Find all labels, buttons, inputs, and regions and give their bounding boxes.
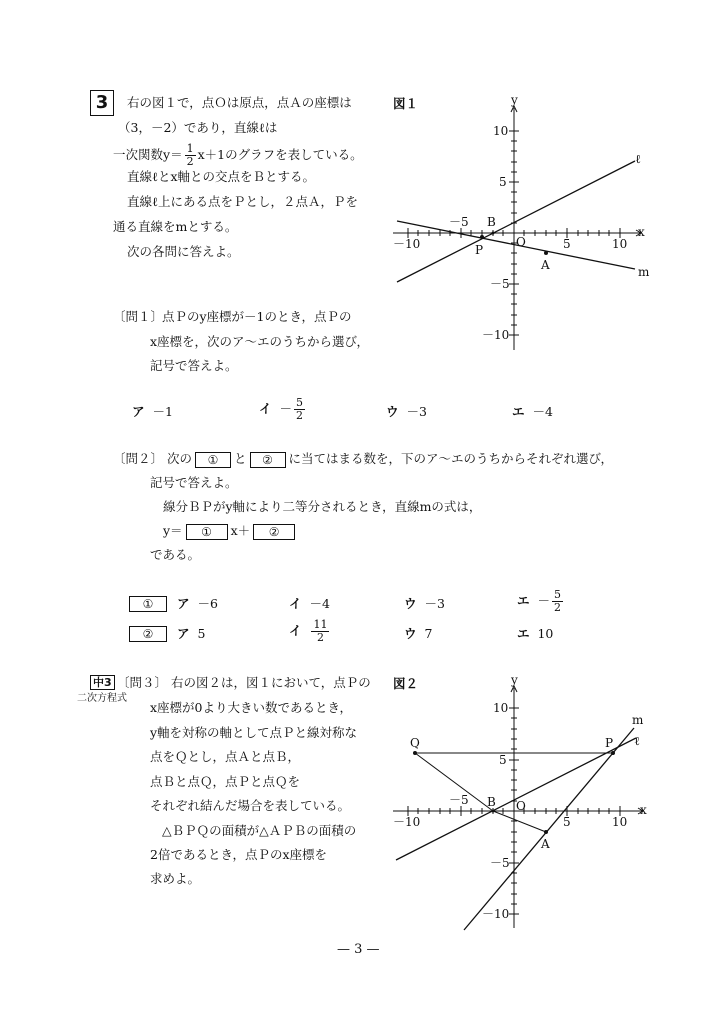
figure-2-graph [390,675,660,935]
intro-line-5: 直線ℓ上にある点をＰとし，２点Ａ，Ｐを [127,194,358,209]
fig2-tick-x5: 5 [563,815,571,829]
fig1-label-o: O [516,235,526,249]
fraction-one-half: $\frac{1}{2}$ [186,142,194,168]
fig2-label-b: B [487,795,496,809]
fig2-point-b [492,810,495,813]
q1-line-3: 記号で答えよ。 [150,358,238,373]
fig2-segment-ab [493,811,546,832]
q2-row1-tag: ① [129,596,167,612]
fig2-label-o: O [516,799,526,813]
q1-choice-c: ウ －3 [386,404,427,419]
fig1-title: 図１ [393,96,419,111]
fig1-label-x: x [638,225,645,239]
fig1-label-b: B [487,215,496,229]
q2-row2-c: ウ 7 [404,626,433,641]
fig1-tick-y5: 5 [499,175,507,189]
fig2-tick-y10: 10 [493,701,509,715]
q3-line-3: y軸を対称の軸として点Ｐと線対称な [150,725,358,740]
fig2-label-y: y [511,675,518,687]
q2-row1-b: イ －4 [289,596,330,611]
q1-line-1: 点Ｐのy座標が－1のとき，点Ｐの [162,309,352,324]
fig1-tick-xn10: －10 [393,237,421,251]
q3-line-8: 2倍であるとき，点Ｐのx座標を [150,847,328,862]
fig1-tick-x5: 5 [563,237,571,251]
q2-row2 [126,625,170,642]
fig2-tick-x10: 10 [612,815,628,829]
q2-line-2: 記号で答えよ。 [150,475,238,490]
fig2-point-p [611,751,615,755]
intro-line-7: 次の各問に答えよ。 [127,244,240,259]
q1-choice-b: イ － $\frac{5}{2}$ [259,396,303,422]
figure-1-graph [390,95,660,355]
fig2-label-a: A [541,837,550,851]
fig2-tick-xn10: －10 [393,815,421,829]
fig1-point-p [480,235,484,239]
fig1-tick-yn10: －10 [482,328,510,342]
fig1-label-a: A [541,258,550,272]
fig2-title: 図２ [393,676,419,691]
intro-line-1: 右の図１で，点Ｏは原点，点Ａの座標は [127,95,352,110]
intro-line-3: 一次関数y＝ $\frac{1}{2}$ x＋1のグラフを表している。 [113,142,363,168]
fig1-tick-x10: 10 [612,237,628,251]
fig1-label-p: P [475,243,484,257]
q2-row1 [126,595,170,612]
fig2-tick-yn5: －5 [490,856,510,870]
fig1-tick-y10: 10 [493,124,509,138]
q2-row2-tag: ② [129,626,167,642]
fig1-label-m: m [638,265,650,279]
q2-row2-d: エ 10 [517,626,554,641]
q3-line-1: 〔問３〕 右の図２は，図１において，点Ｐの [117,675,371,690]
intro-line-2: （3，－2）であり，直線ℓは [118,120,278,135]
fig1-label-l: ℓ [635,152,641,166]
q2-eq-blank-1: ① [186,524,228,540]
fig1-point-a [544,251,548,255]
page-number: — 3 — [337,942,380,957]
q3-line-9: 求めよ。 [150,871,201,886]
fig2-point-a [544,830,548,834]
fig2-label-l: ℓ [634,734,640,748]
fig2-label-x: x [640,803,647,817]
fig2-tick-yn10: －10 [482,907,510,921]
q1-label: 〔問１〕 [113,309,164,324]
problem-number: 3 [95,92,109,113]
q2-row1-d: エ － $\frac{5}{2}$ [517,588,561,614]
fig2-tick-xn5: －5 [449,793,469,807]
q3-side-label: 二次方程式 [77,693,127,704]
intro-line-4: 直線ℓとx軸との交点をＢとする。 [127,169,316,184]
fig2-label-m: m [632,713,644,727]
q2-row2-a: ア 5 [177,626,206,641]
fig2-label-p: P [605,736,614,750]
q2-blank-2: ② [250,452,286,468]
q3-line-5: 点Ｂと点Ｑ，点Ｐと点Ｑを [150,774,301,789]
q2-row1-c: ウ －3 [404,596,445,611]
fig2-tick-y5: 5 [499,753,507,767]
q2-row1-a: ア －6 [177,596,218,611]
q2-line-5: である。 [150,547,201,562]
q3-line-6: それぞれ結んだ場合を表している。 [150,798,351,813]
fig2-label-q: Q [410,736,420,750]
fig1-tick-xn5: －5 [449,215,469,229]
problem-number-box [90,90,114,116]
fig1-point-b [492,232,495,235]
fig1-tick-yn5: －5 [490,277,510,291]
q3-line-2: x座標が0より大きい数であるとき， [150,700,353,715]
q2-line-3: 線分ＢＰがy軸により二等分されるとき，直線mの式は， [163,499,482,514]
q2-row2-b: イ $\frac{11}{2}$ [289,618,328,644]
fig2-line-m [464,728,634,930]
q1-line-2: x座標を，次のア～エのうちから選び， [150,334,370,349]
q3-line-4: 点をＱとし，点Ａと点Ｂ， [150,749,301,764]
q2-eq-blank-2: ② [253,524,295,540]
q3-tag: 中3 [90,675,115,690]
intro-line-6: 通る直線をmとする。 [113,219,238,234]
fig2-point-q [413,751,417,755]
q1-choice-a: ア －1 [132,404,173,419]
q2-equation: y＝ ① x＋ ② [163,523,298,540]
q2-line-1: 〔問２〕 次の ① と ② に当てはまる数を，下のア～エのうちからそれぞれ選び， [113,451,614,467]
fig1-label-y: y [511,95,518,107]
q3-line-7: △ＢＰＱの面積が△ＡＰＢの面積の [162,823,357,838]
q1-choice-d: エ －4 [512,404,553,419]
q2-blank-1: ① [195,452,231,468]
